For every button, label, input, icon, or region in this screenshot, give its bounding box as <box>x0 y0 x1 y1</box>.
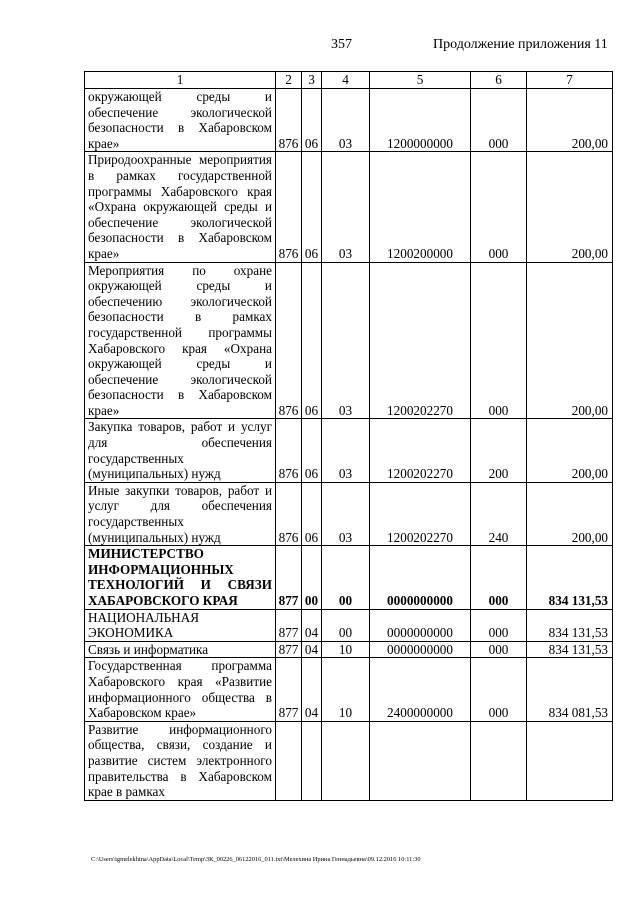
code-expense-type: 000 <box>471 609 527 641</box>
code-ministry: 876 <box>276 152 302 262</box>
code-target-article: 1200202270 <box>370 482 471 545</box>
table-row <box>85 419 613 482</box>
code-subsection: 03 <box>322 419 370 482</box>
code-subsection: 10 <box>322 641 370 658</box>
code-ministry: 877 <box>276 546 302 609</box>
column-header: 6 <box>471 72 527 89</box>
row-name: окружающей среды и обеспечение экологической безопасности в Хабаровском крае» <box>85 89 276 152</box>
row-name: Закупка товаров, работ и услуг для обеспечения государственных (муниципальных) нужд <box>85 419 276 482</box>
amount: 834 131,53 <box>527 641 613 658</box>
code-subsection: 00 <box>322 546 370 609</box>
code-section: 04 <box>302 641 322 658</box>
amount: 834 131,53 <box>527 546 613 609</box>
code-section: 06 <box>302 482 322 545</box>
column-header: 7 <box>527 72 613 89</box>
row-name: Связь и информатика <box>85 641 276 658</box>
code-expense-type: 200 <box>471 419 527 482</box>
code-section: 06 <box>302 89 322 152</box>
code-subsection <box>322 721 370 800</box>
column-header: 3 <box>302 72 322 89</box>
amount: 200,00 <box>527 419 613 482</box>
table-row <box>85 609 613 641</box>
code-subsection: 03 <box>322 262 370 419</box>
code-target-article: 0000000000 <box>370 546 471 609</box>
code-expense-type: 240 <box>471 482 527 545</box>
code-ministry: 876 <box>276 419 302 482</box>
table-row-ministry <box>85 546 613 609</box>
code-expense-type: 000 <box>471 89 527 152</box>
code-ministry: 876 <box>276 482 302 545</box>
code-target-article: 0000000000 <box>370 609 471 641</box>
amount: 200,00 <box>527 482 613 545</box>
code-subsection: 10 <box>322 658 370 721</box>
amount: 834 081,53 <box>527 658 613 721</box>
code-ministry: 876 <box>276 89 302 152</box>
code-section: 06 <box>302 262 322 419</box>
code-ministry: 877 <box>276 609 302 641</box>
table-row <box>85 641 613 658</box>
column-header: 2 <box>276 72 302 89</box>
code-ministry <box>276 721 302 800</box>
code-section: 04 <box>302 609 322 641</box>
code-target-article: 1200202270 <box>370 262 471 419</box>
code-subsection: 03 <box>322 482 370 545</box>
row-name: Иные закупки товаров, работ и услуг для обеспечения государственных (муниципальных) нужд <box>85 482 276 545</box>
code-target-article <box>370 721 471 800</box>
row-name: Развитие информационного общества, связи, создание и развитие систем электронного правительства в Хабаровском крае в рамках <box>85 721 276 800</box>
code-ministry: 877 <box>276 658 302 721</box>
code-section: 00 <box>302 546 322 609</box>
code-target-article: 1200000000 <box>370 89 471 152</box>
code-ministry: 876 <box>276 262 302 419</box>
code-section: 06 <box>302 419 322 482</box>
amount: 200,00 <box>527 262 613 419</box>
code-expense-type: 000 <box>471 641 527 658</box>
code-target-article: 0000000000 <box>370 641 471 658</box>
code-target-article: 1200202270 <box>370 419 471 482</box>
code-expense-type: 000 <box>471 152 527 262</box>
code-target-article: 2400000000 <box>370 658 471 721</box>
table-row <box>85 152 613 262</box>
page-number: 357 <box>331 37 352 52</box>
code-section: 06 <box>302 152 322 262</box>
code-expense-type: 000 <box>471 546 527 609</box>
column-header: 4 <box>322 72 370 89</box>
row-name: МИНИСТЕРСТВО ИНФОРМАЦИОННЫХ ТЕХНОЛОГИЙ И СВЯЗИ ХАБАРОВСКОГО КРАЯ <box>85 546 276 609</box>
column-header: 1 <box>85 72 276 89</box>
table-row <box>85 658 613 721</box>
row-name: Мероприятия по охране окружающей среды и обеспечению экологической безопасности в рамках государственной программы Хабаровского края «Охрана окружающей среды и обеспечение экологической безопасности в Хабаровском крае» <box>85 262 276 419</box>
table-row <box>85 482 613 545</box>
amount <box>527 721 613 800</box>
code-subsection: 00 <box>322 609 370 641</box>
row-name: Природоохранные мероприятия в рамках государственной программы Хабаровского края «Охрана окружающей среды и обеспечение экологической безопасности в Хабаровском крае» <box>85 152 276 262</box>
code-ministry: 877 <box>276 641 302 658</box>
footer-file-path: C:\Users\igmelekhina\AppData\Local\Temp\ЗК_00226_06122016_011.txt\Мелехина Ирина Геннадьевна\09.12.2016 10:11:30 <box>91 856 421 863</box>
code-section: 04 <box>302 658 322 721</box>
table-header-row <box>85 72 613 89</box>
code-section <box>302 721 322 800</box>
column-header: 5 <box>370 72 471 89</box>
table-row <box>85 89 613 152</box>
code-subsection: 03 <box>322 89 370 152</box>
code-expense-type: 000 <box>471 658 527 721</box>
amount: 200,00 <box>527 152 613 262</box>
table-row <box>85 262 613 419</box>
row-name: НАЦИОНАЛЬНАЯ ЭКОНОМИКА <box>85 609 276 641</box>
amount: 200,00 <box>527 89 613 152</box>
code-target-article: 1200200000 <box>370 152 471 262</box>
code-expense-type: 000 <box>471 262 527 419</box>
code-expense-type <box>471 721 527 800</box>
budget-table <box>84 71 613 801</box>
amount: 834 131,53 <box>527 609 613 641</box>
row-name: Государственная программа Хабаровского края «Развитие информационного общества в Хабаровском крае» <box>85 658 276 721</box>
table-row <box>85 721 613 800</box>
appendix-continuation-title: Продолжение приложения 11 <box>433 37 608 52</box>
code-subsection: 03 <box>322 152 370 262</box>
